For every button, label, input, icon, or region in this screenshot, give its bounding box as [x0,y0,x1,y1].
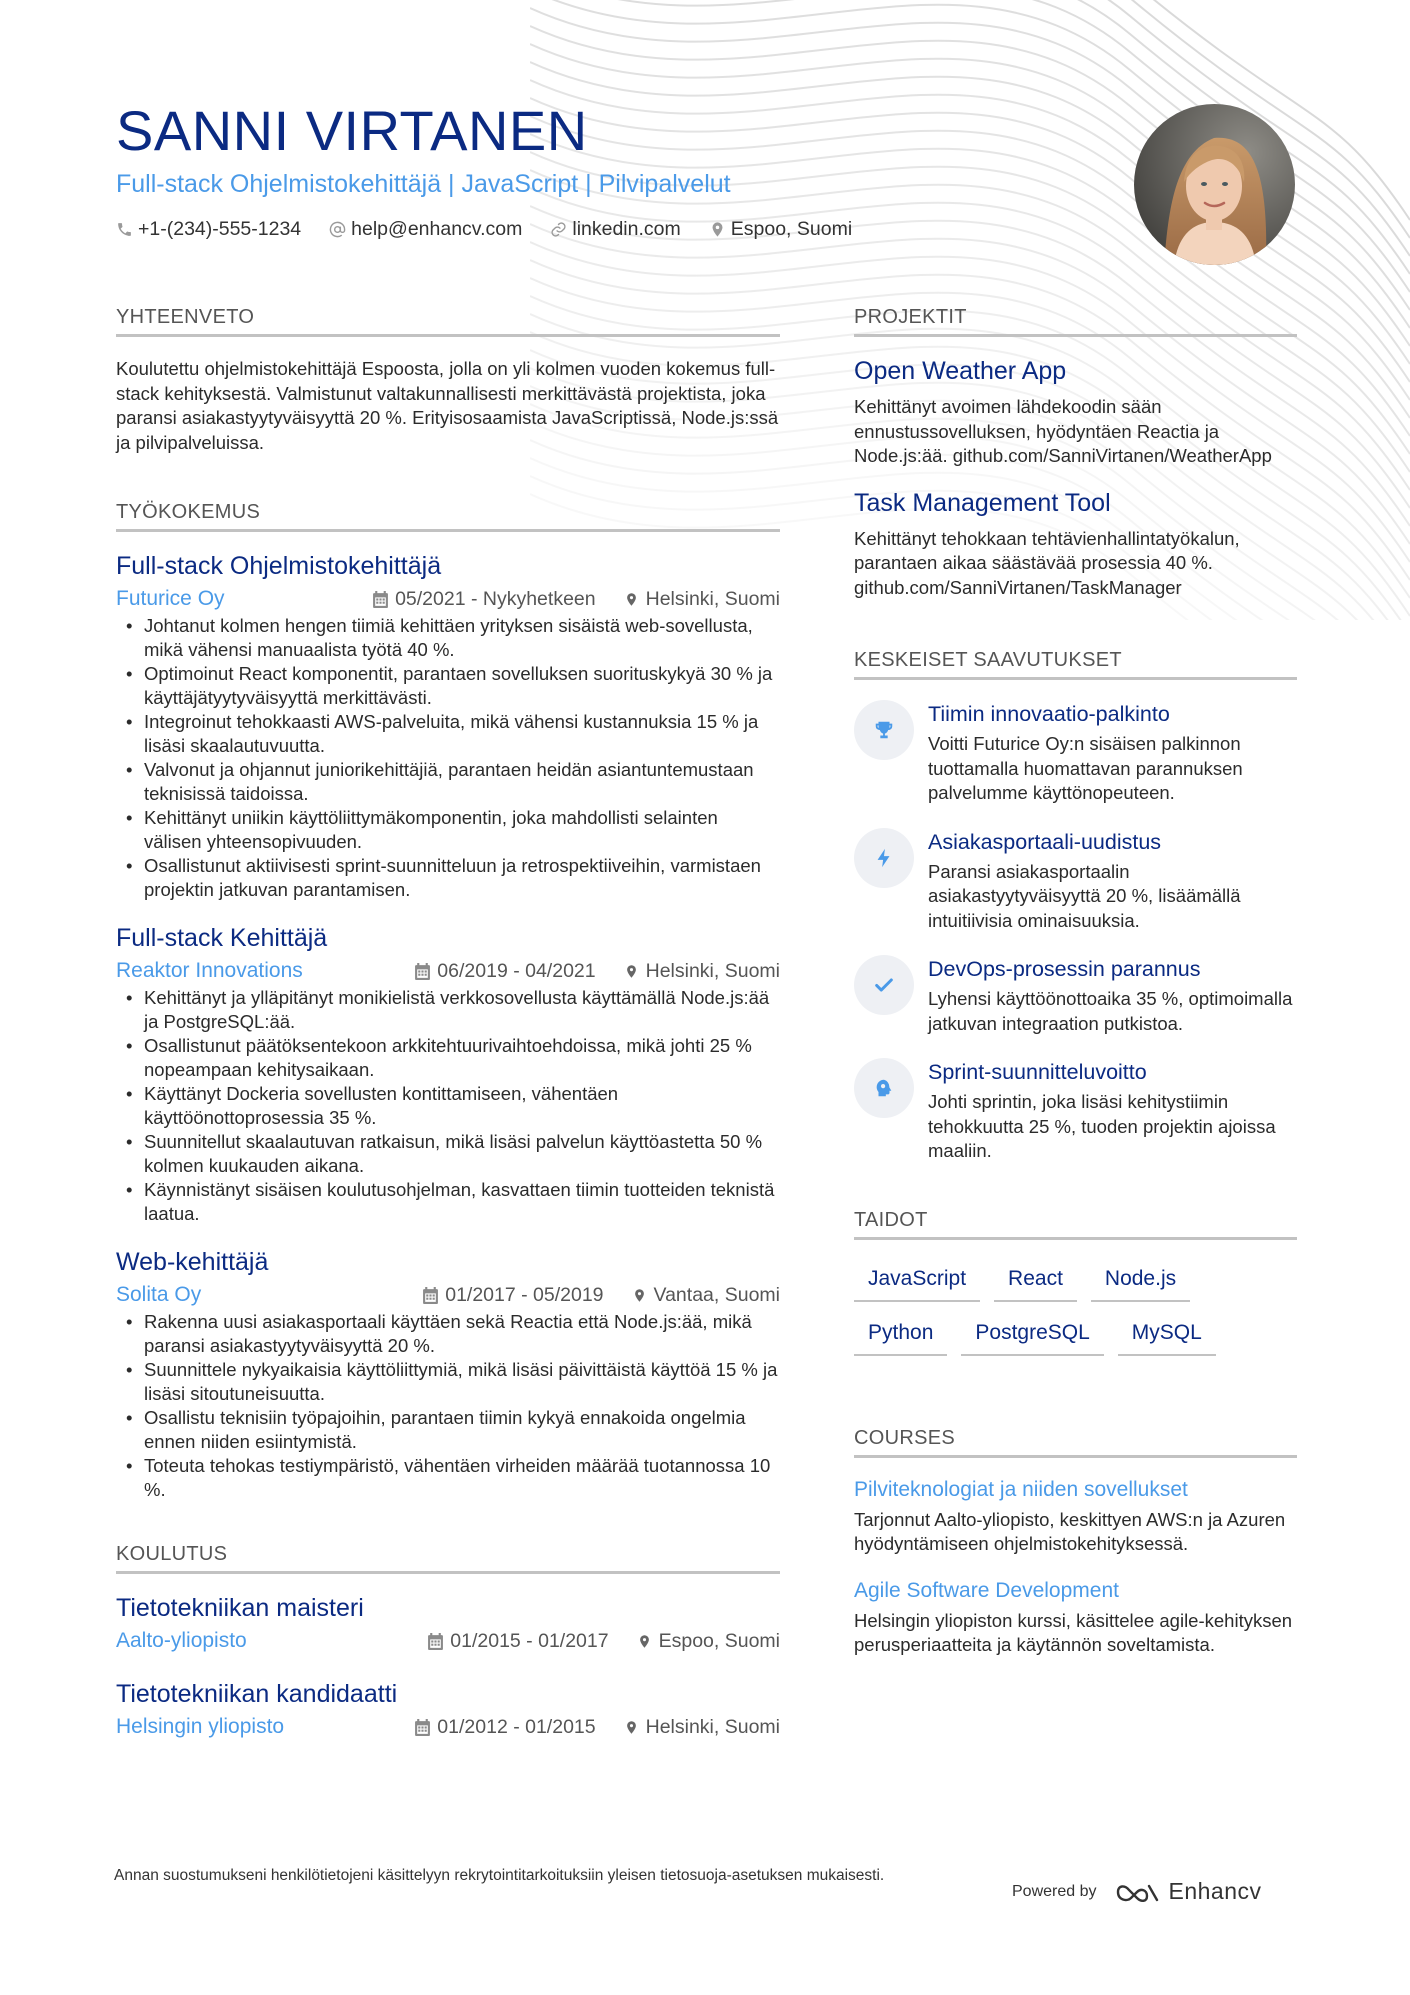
job-dates [423,1282,603,1308]
checkmark-icon [854,955,914,1015]
location-text: Helsinki, Suomi [645,588,780,610]
course-description: Tarjonnut Aalto-yliopisto, keskittyen AWS:n ja Azuren hyödyntämiseen ohjelmistokehityksessä. [854,1508,1286,1554]
brand-logo [1115,1878,1262,1905]
calendar-icon [423,1287,438,1304]
achievement-title: Sprint-suunnitteluvoitto [928,1060,1147,1084]
skill-tag: Node.js [1091,1260,1190,1302]
achievement-entry [854,700,1297,806]
course-entry [854,1577,1297,1658]
job-location [624,586,780,612]
project-description: Kehittänyt tehokkaan tehtävienhallintatyökalun, parantaen aikaa säästävää prosessia 40 %. github.com/SanniVirtanen/TaskManager [854,527,1240,598]
bullet-item: • Kehittänyt ja ylläpitänyt monikielistä verkkosovellusta käyttämällä Node.js:ää ja PostgreSQL:ää. [116,986,780,1034]
bullet-item: • Osallistunut aktiivisesti sprint-suunnitteluun ja retrospektiiveihin, varmistaen projektin jatkuvan parantamisen. [116,854,780,902]
course-title: Agile Software Development [854,1578,1119,1602]
map-pin-icon [624,591,639,608]
phone-text: +1-(234)-555-1234 [138,218,302,240]
course-entry [854,1476,1297,1557]
skills-heading: TAIDOT [854,1208,1297,1240]
achievement-text: Voitti Futurice Oy:n sisäisen palkinnon tuottamalla huomattavan parannuksen palvelumme käyttönopeuteen. [928,733,1243,803]
bullet-item: • Osallistunut päätöksentekoon arkkitehtuurivaihtoehdoissa, mikä johti 25 % nopeampaan kehitysaikaan. [116,1034,780,1082]
summary-text: Koulutettu ohjelmistokehittäjä Espoosta, jolla on yli kolmen vuoden kokemus full-stack kehityksestä. Valmistunut valtakunnallisesti merkittävästä projektista, joka paransi asiakastyytyväisyyttä 20 %. Erityisosaamista JavaScriptissä, Node.js:ssä ja pilvipalveluissa. [116,358,779,453]
projects-section [854,305,1297,600]
calendar-icon [373,591,388,608]
education-location [637,1628,780,1654]
job-dates [373,586,596,612]
bullet-item: • Osallistu teknisiin työpajoihin, parantaen tiimin kykyä ennakoida ongelmia ennen niiden esiintymistä. [116,1406,780,1454]
education-meta [116,1714,780,1740]
bullet-item: • Integroinut tehokkaasti AWS-palveluita, mikä vähensi kustannuksia 15 % ja lisäsi skaalautuvuutta. [116,710,780,758]
job-entry [116,922,780,1226]
achievement-text: Johti sprintin, joka lisäsi kehitystiimin tehokkuutta 25 %, tuoden projektin ajoissa maaliin. [928,1091,1276,1161]
link-icon [550,221,567,238]
contact-phone[interactable] [116,218,301,241]
school-name: Aalto-yliopisto [116,1629,247,1652]
education-dates [415,1714,595,1740]
location-text: Helsinki, Suomi [645,1716,780,1738]
bullet-item: • Kehittänyt uniikin käyttöliittymäkomponentin, joka mahdollisti selainten välisen yhteensopivuuden. [116,806,780,854]
enhancv-logo-icon [1115,1880,1161,1904]
project-title: Task Management Tool [854,488,1111,517]
job-entry [116,1246,780,1502]
summary-heading: YHTEENVETO [116,305,780,337]
job-meta [116,586,780,612]
head-icon [854,1058,914,1118]
achievements-section [854,648,1297,1164]
location-text: Helsinki, Suomi [645,960,780,982]
education-location [624,1714,780,1740]
course-title: Pilviteknologiat ja niiden sovellukset [854,1477,1188,1501]
job-entry [116,550,780,902]
education-entry [116,1592,780,1654]
course-description: Helsingin yliopiston kurssi, käsittelee agile-kehityksen perusperiaatteita ja käytännön soveltamista. [854,1609,1293,1655]
skill-tag: PostgreSQL [961,1314,1103,1356]
bullet-item: • Käynnistänyt sisäisen koulutusohjelman, kasvattaen tiimin tuotteiden teknistä laatua. [116,1178,780,1226]
calendar-icon [428,1633,443,1650]
bullet-item: • Toteuta tehokas testiympäristö, vähentäen virheiden määrää tuotannossa 10 %. [116,1454,780,1502]
experience-heading: TYÖKOKEMUS [116,500,780,532]
achievement-entry [854,955,1297,1036]
company-name: Reaktor Innovations [116,959,303,982]
gdpr-consent-note: Annan suostumukseni henkilötietojeni käsittelyyn rekrytointitarkoituksiin yleisen tietosuoja-asetuksen mukaisesti. [114,1867,885,1884]
summary-section [116,305,780,455]
trophy-icon [854,700,914,760]
job-location [632,1282,780,1308]
skills-section [854,1208,1297,1356]
achievements-heading: KESKEISET SAAVUTUKSET [854,648,1297,680]
job-bullets [116,986,780,1226]
job-title: Full-stack Ohjelmistokehittäjä [116,552,442,580]
dates-text: 05/2021 - Nykyhetkeen [395,588,596,610]
bullet-item: • Optimoinut React komponentit, parantaen sovelluksen suorituskykyä 30 % ja käyttäjätyytyväisyyttä merkittävästi. [116,662,780,710]
map-pin-icon [624,1719,639,1736]
education-section [116,1542,780,1740]
location-text: Vantaa, Suomi [653,1284,780,1306]
location-text: Espoo, Suomi [730,218,853,240]
right-column [854,305,1297,1658]
education-meta [116,1628,780,1654]
map-pin-icon [637,1633,652,1650]
job-location [624,958,780,984]
skill-tag: JavaScript [854,1260,980,1302]
job-bullets [116,614,780,902]
dates-text: 01/2015 - 01/2017 [450,1630,609,1652]
degree-title: Tietotekniikan kandidaatti [116,1680,398,1708]
bullet-item: • Valvonut ja ohjannut juniorikehittäjiä, parantaen heidän asiantuntemustaan teknisissä taidoissa. [116,758,780,806]
bullet-item: • Johtanut kolmen hengen tiimiä kehittäen yrityksen sisäistä web-sovellusta, mikä vähensi manuaalista työtä 40 %. [116,614,780,662]
courses-section [854,1426,1297,1658]
calendar-icon [415,1719,430,1736]
company-name: Solita Oy [116,1283,202,1306]
skill-tag: React [994,1260,1077,1302]
achievement-title: DevOps-prosessin parannus [928,957,1201,981]
dates-text: 01/2012 - 01/2015 [437,1716,596,1738]
company-name: Futurice Oy [116,587,225,610]
candidate-name: SANNI VIRTANEN [116,99,588,162]
job-title: Full-stack Kehittäjä [116,924,328,952]
powered-by-badge[interactable] [1012,1878,1262,1905]
map-pin-icon [709,221,726,238]
map-pin-icon [632,1287,647,1304]
powered-by-label: Powered by [1012,1882,1097,1900]
skill-tag: MySQL [1118,1314,1216,1356]
contact-info [116,218,1016,241]
achievement-entry [854,828,1297,934]
resume-header [116,98,1016,241]
achievement-title: Tiimin innovaatio-palkinto [928,702,1170,726]
contact-email[interactable] [329,218,522,241]
bullet-item: • Suunnitellut skaalautuvan ratkaisun, mikä lisäsi palvelun käyttöastetta 50 % kolmen kuukauden aikana. [116,1130,780,1178]
candidate-headline: Full-stack Ohjelmistokehittäjä | JavaScript | Pilvipalvelut [116,170,731,198]
bullet-item: • Suunnittele nykyaikaisia käyttöliittymiä, mikä lisäsi päivittäistä käyttöä 15 % ja lisäsi sitoutuneisuutta. [116,1358,780,1406]
school-name: Helsingin yliopisto [116,1715,285,1738]
projects-heading: PROJEKTIT [854,305,1297,337]
bullet-item: • Rakenna uusi asiakasportaali käyttäen sekä Reactia että Node.js:ää, mikä paransi asiakastyytyväisyyttä 20 %. [116,1310,780,1358]
email-text: help@enhancv.com [351,218,523,240]
achievement-text: Paransi asiakasportaalin asiakastyytyväisyyttä 20 %, lisäämällä intuitiivisia ominaisuuksia. [928,860,1241,931]
achievement-title: Asiakasportaali-uudistus [928,829,1162,854]
calendar-icon [415,963,430,980]
brand-name: Enhancv [1168,1878,1262,1904]
job-meta [116,1282,780,1308]
skill-tag: Python [854,1314,947,1356]
project-entry [854,487,1297,601]
dates-text: 01/2017 - 05/2019 [445,1284,604,1306]
left-column [116,305,780,1740]
achievement-text: Lyhensi käyttöönottoaika 35 %, optimoimalla jatkuvan integraation putkistoa. [928,988,1293,1034]
location-text: Espoo, Suomi [658,1630,780,1652]
courses-heading: COURSES [854,1426,1297,1458]
education-dates [428,1628,608,1654]
phone-icon [116,221,133,238]
education-heading: KOULUTUS [116,1542,780,1574]
project-title: Open Weather App [854,357,1067,385]
job-bullets [116,1310,780,1502]
contact-linkedin[interactable] [550,218,680,241]
job-meta [116,958,780,984]
contact-location [709,218,852,241]
job-title: Web-kehittäjä [116,1248,269,1276]
job-dates [415,958,595,984]
degree-title: Tietotekniikan maisteri [116,1594,364,1622]
experience-section [116,500,780,1502]
achievement-entry [854,1058,1297,1164]
profile-photo [1134,104,1295,265]
at-sign-icon [329,221,346,238]
lightning-icon [854,828,914,888]
map-pin-icon [624,963,639,980]
dates-text: 06/2019 - 04/2021 [437,960,596,982]
linkedin-text: linkedin.com [572,218,681,240]
project-entry [854,355,1297,469]
education-entry [116,1678,780,1740]
skills-list [854,1260,1297,1356]
bullet-item: • Käyttänyt Dockeria sovellusten kontittamiseen, vähentäen käyttöönottoprosessia 35 %. [116,1082,780,1130]
project-description: Kehittänyt avoimen lähdekoodin sään ennustussovelluksen, hyödyntäen Reactia ja Node.js:ää. github.com/SanniVirtanen/WeatherApp [854,396,1272,466]
